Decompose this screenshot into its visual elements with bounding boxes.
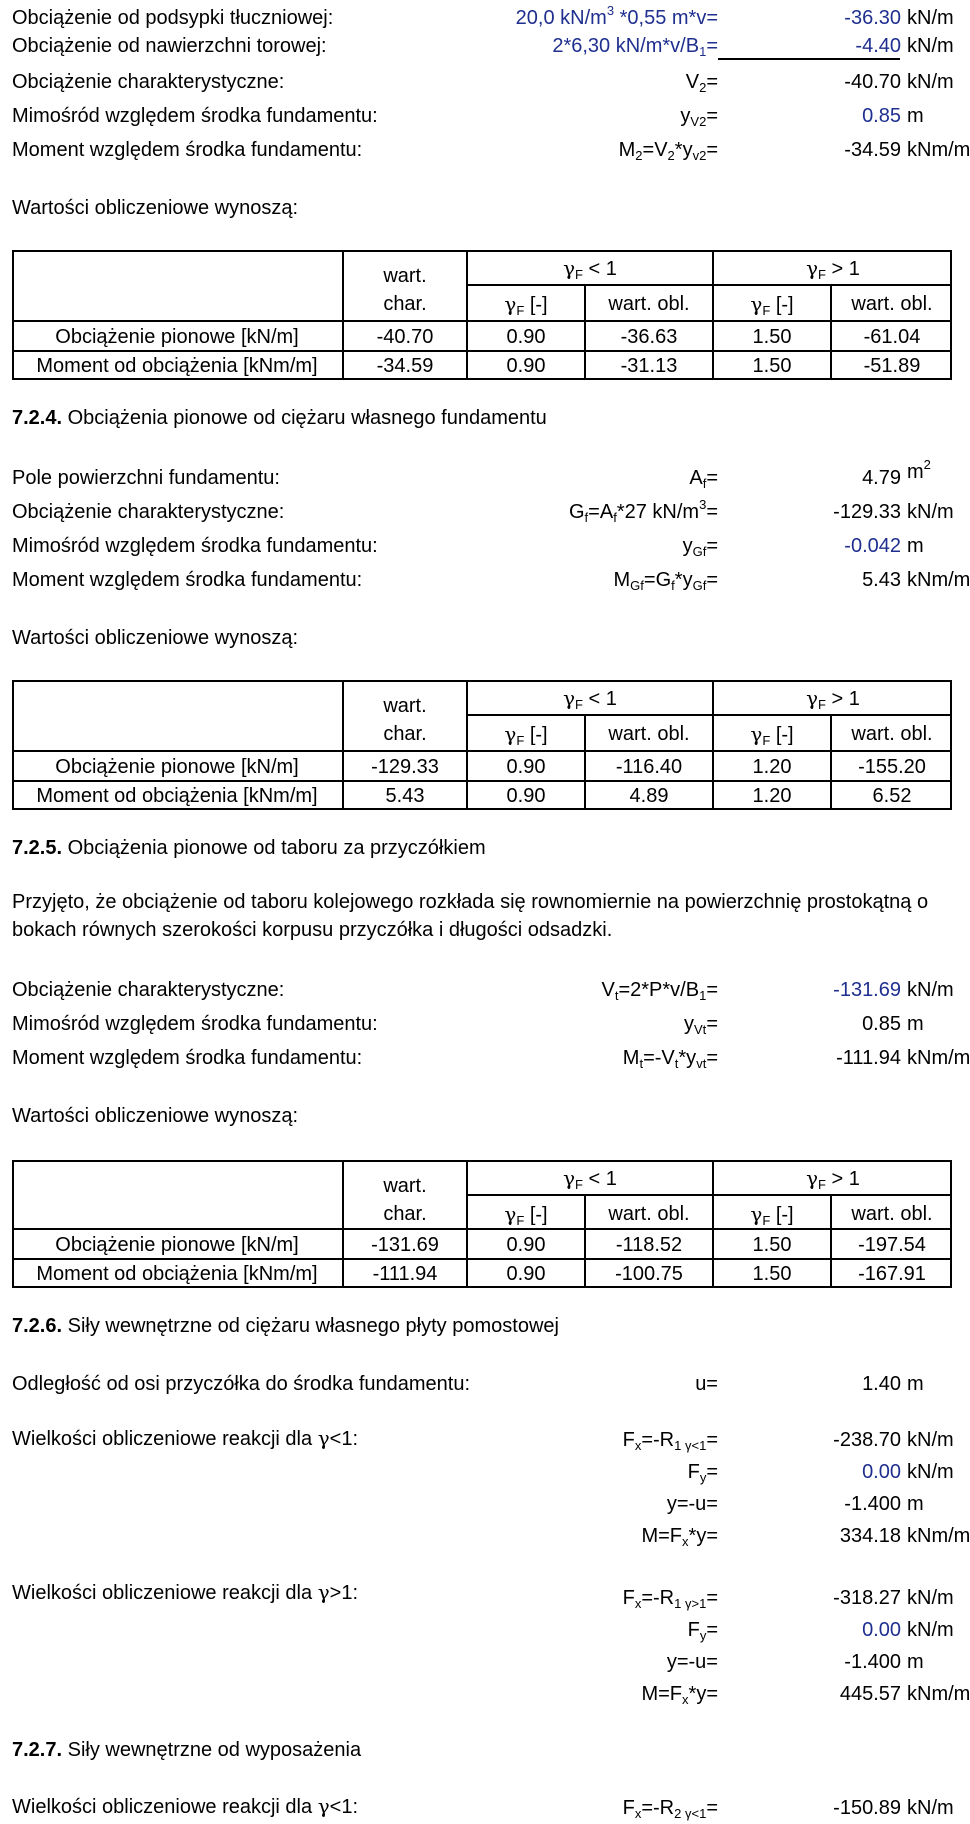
cell-gamma-2: 1.20 (752, 756, 792, 778)
table-rule (12, 1258, 952, 1260)
design-values-intro: Wartości obliczeniowe wynoszą: (12, 627, 299, 649)
unit-track-load: kN/m (907, 35, 954, 57)
formula-m-lt: $M=F_x*y=$ (641, 1525, 718, 1549)
value-fy-lt: 0.00 (862, 1461, 901, 1483)
label-reactions-gt: Wielkości obliczeniowe reakcji dla γ>1: (12, 1580, 358, 1604)
formula-fx-gt: $F_x=-R_{1 \gamma>1}=$ (622, 1587, 718, 1611)
formula-af: $A_f=$ (689, 467, 718, 491)
cell-char: 5.43 (385, 785, 425, 807)
value-m-lt: 334.18 (839, 1525, 901, 1547)
design-table-3 (12, 1160, 956, 1288)
formula-vt: $V_t=2*P*v/B_1=$ (601, 979, 718, 1003)
label-ballast-load: Obciążenie od podsypki tłuczniowej: (12, 7, 334, 29)
unit-fy-gt: kN/m (907, 1619, 954, 1641)
formula-m-gt: $M=F_x*y=$ (641, 1683, 718, 1707)
header-obl-2: wart. obl. (851, 723, 933, 745)
table-rule (466, 714, 952, 716)
cell-obl-1: -118.52 (615, 1234, 683, 1256)
value-area: 4.79 (862, 467, 901, 489)
design-table-2 (12, 680, 956, 810)
value-eccentricity: -0.042 (844, 535, 901, 557)
formula-ballast-load: 20,0 $kN/m^3$ *0,55 m*v= (515, 3, 718, 29)
unit-m-lt: kNm/m (907, 1525, 970, 1547)
unit-eccentricity: m (907, 1013, 924, 1035)
header-obl-1: wart. obl. (608, 1203, 690, 1225)
design-values-intro: Wartości obliczeniowe wynoszą: (12, 197, 299, 219)
formula-ygf: $y_{Gf}=$ (682, 535, 718, 559)
table-rule (466, 1194, 952, 1196)
header-obl-2: wart. obl. (851, 293, 933, 315)
cell-obl-1: -36.63 (620, 326, 678, 348)
value-moment: 5.43 (862, 569, 901, 591)
unit-distance: m (907, 1373, 924, 1395)
cell-obl-2: -167.91 (858, 1263, 926, 1285)
unit-ballast-load: kN/m (907, 7, 954, 29)
unit-char-load: kN/m (907, 979, 954, 1001)
row-label: Moment od obciążenia [kNm/m] (36, 1263, 318, 1285)
value-char-load: -40.70 (844, 71, 901, 93)
row-label: Moment od obciążenia [kNm/m] (36, 355, 318, 377)
label-char-load: Obciążenie charakterystyczne: (12, 501, 285, 523)
assumption-paragraph: Przyjęto, że obciążenie od taboru kolejowego rozkłada się rownomiernie na powierzchnię prostokątną o bokach równych szerokości korpusu przyczółka i długości odsadzki. (12, 891, 929, 941)
table-rule (12, 780, 952, 782)
formula-fy-lt: $F_y=$ (687, 1461, 718, 1485)
formula-u: u= (695, 1373, 718, 1395)
label-char-load: Obciążenie charakterystyczne: (12, 71, 285, 93)
cell-obl-1: -100.75 (615, 1263, 683, 1285)
unit-fy-lt: kN/m (907, 1461, 954, 1483)
cell-gamma-2: 1.50 (752, 355, 792, 377)
unit-char-load: kN/m (907, 501, 954, 523)
header-gf-2: $\gamma_F$ [-] (750, 292, 794, 318)
label-eccentricity: Mimośród względem środka fundamentu: (12, 105, 378, 127)
label-track-load: Obciążenie od nawierzchni torowej: (12, 35, 327, 57)
unit-eccentricity: m (907, 535, 924, 557)
header-gf-2: $\gamma_F$ [-] (750, 722, 794, 748)
cell-gamma-2: 1.50 (752, 1263, 792, 1285)
label-reactions-lt: Wielkości obliczeniowe reakcji dla γ<1: (12, 1794, 358, 1818)
value-char-load: -131.69 (833, 979, 901, 1001)
value-distance: 1.40 (862, 1373, 901, 1395)
formula-track-load: 2*6,30 $kN/m*v/B_1=$ (552, 35, 718, 59)
header-char-bottom: char. (383, 1203, 427, 1225)
unit-moment: kNm/m (907, 569, 970, 591)
sum-rule (718, 58, 900, 60)
header-char-bottom: char. (383, 723, 427, 745)
header-gf-1: $\gamma_F$ [-] (504, 722, 548, 748)
cell-obl-2: 6.52 (872, 785, 912, 807)
row-label: Obciążenie pionowe [kN/m] (55, 326, 299, 348)
header-char-top: wart. (383, 1175, 427, 1197)
header-gamma-lt: $\gamma_F < 1$ (563, 1166, 617, 1192)
unit-fx-gt: kN/m (907, 1587, 954, 1609)
unit-y-gt: m (907, 1651, 924, 1673)
formula-yvt: $y_{Vt}=$ (684, 1013, 718, 1037)
label-moment: Moment względem środka fundamentu: (12, 1047, 363, 1069)
value-y-lt: -1.400 (844, 1493, 901, 1515)
unit-y-lt: m (907, 1493, 924, 1515)
table-rule (12, 1228, 952, 1230)
unit-moment: kNm/m (907, 139, 970, 161)
cell-obl-1: 4.89 (629, 785, 669, 807)
label-distance: Odległość od osi przyczółka do środka fundamentu: (12, 1373, 471, 1395)
header-char-top: wart. (383, 265, 427, 287)
header-gf-1: $\gamma_F$ [-] (504, 292, 548, 318)
cell-char: -131.69 (371, 1234, 439, 1256)
value-char-load: -129.33 (833, 501, 901, 523)
unit-eccentricity: m (907, 105, 924, 127)
label-reactions-lt: Wielkości obliczeniowe reakcji dla γ<1: (12, 1426, 358, 1450)
header-obl-1: wart. obl. (608, 723, 690, 745)
cell-gamma-1: 0.90 (506, 1263, 546, 1285)
section-heading: 7.2.7. Siły wewnętrzne od wyposażenia (12, 1739, 362, 1761)
row-label: Obciążenie pionowe [kN/m] (55, 756, 299, 778)
table-rule (12, 320, 952, 322)
unit-moment: kNm/m (907, 1047, 970, 1069)
formula-v2: $V_2=$ (685, 71, 718, 95)
value-eccentricity: 0.85 (862, 105, 901, 127)
cell-gamma-1: 0.90 (506, 756, 546, 778)
formula-y-gt: y=-u= (666, 1651, 718, 1673)
value-ballast-load: -36.30 (844, 7, 901, 29)
value-fx-lt: -238.70 (833, 1429, 901, 1451)
header-char-top: wart. (383, 695, 427, 717)
value-moment: -34.59 (844, 139, 901, 161)
value-moment: -111.94 (836, 1047, 901, 1069)
header-obl-2: wart. obl. (851, 1203, 933, 1225)
header-char-bottom: char. (383, 293, 427, 315)
header-gamma-gt: $\gamma_F > 1$ (806, 256, 860, 282)
cell-gamma-1: 0.90 (506, 326, 546, 348)
cell-obl-2: -155.20 (858, 756, 926, 778)
formula-fx-lt: $F_x=-R_{2 \gamma<1}=$ (622, 1797, 718, 1821)
label-eccentricity: Mimośród względem środka fundamentu: (12, 535, 378, 557)
table-rule (12, 750, 952, 752)
cell-obl-2: -197.54 (858, 1234, 926, 1256)
design-values-intro: Wartości obliczeniowe wynoszą: (12, 1105, 299, 1127)
unit-char-load: kN/m (907, 71, 954, 93)
formula-gf: $G_f=A_f*27$ $kN/m^3=$ (568, 497, 718, 525)
section-heading: 7.2.5. Obciążenia pionowe od taboru za przyczółkiem (12, 837, 486, 859)
table-rule (12, 350, 952, 352)
cell-char: -129.33 (371, 756, 439, 778)
cell-char: -40.70 (376, 326, 434, 348)
label-eccentricity: Mimośród względem środka fundamentu: (12, 1013, 378, 1035)
label-area: Pole powierzchni fundamentu: (12, 467, 280, 489)
header-gf-2: $\gamma_F$ [-] (750, 1202, 794, 1228)
value-fy-gt: 0.00 (862, 1619, 901, 1641)
header-gf-1: $\gamma_F$ [-] (504, 1202, 548, 1228)
header-obl-1: wart. obl. (608, 293, 690, 315)
cell-obl-1: -116.40 (615, 756, 683, 778)
table-rule (466, 284, 952, 286)
label-char-load: Obciążenie charakterystyczne: (12, 979, 285, 1001)
header-gamma-lt: $\gamma_F < 1$ (563, 686, 617, 712)
value-fx-gt: -318.27 (833, 1587, 901, 1609)
label-moment: Moment względem środka fundamentu: (12, 139, 363, 161)
cell-char: -111.94 (372, 1263, 438, 1285)
cell-obl-2: -61.04 (863, 326, 921, 348)
formula-yv2: $y_{V2}=$ (680, 105, 718, 129)
design-table-1 (12, 250, 956, 380)
label-moment: Moment względem środka fundamentu: (12, 569, 363, 591)
cell-gamma-1: 0.90 (506, 1234, 546, 1256)
header-gamma-lt: $\gamma_F < 1$ (563, 256, 617, 282)
value-track-load: -4.40 (855, 35, 901, 57)
unit-area: $m^2$ (907, 457, 931, 483)
cell-gamma-2: 1.50 (752, 326, 792, 348)
formula-fx-lt: $F_x=-R_{1 \gamma<1}=$ (622, 1429, 718, 1453)
section-heading: 7.2.4. Obciążenia pionowe od ciężaru własnego fundamentu (12, 407, 547, 429)
unit-m-gt: kNm/m (907, 1683, 970, 1705)
row-label: Obciążenie pionowe [kN/m] (55, 1234, 299, 1256)
value-m-gt: 445.57 (839, 1683, 901, 1705)
value-fx-lt: -150.89 (833, 1797, 901, 1819)
cell-gamma-2: 1.50 (752, 1234, 792, 1256)
cell-gamma-1: 0.90 (506, 785, 546, 807)
section-heading: 7.2.6. Siły wewnętrzne od ciężaru własnego płyty pomostowej (12, 1315, 559, 1337)
value-y-gt: -1.400 (844, 1651, 901, 1673)
unit-fx-lt: kN/m (907, 1797, 954, 1819)
formula-mgf: $M_{Gf}=G_f*y_{Gf}=$ (613, 569, 718, 593)
value-eccentricity: 0.85 (862, 1013, 901, 1035)
cell-obl-1: -31.13 (620, 355, 678, 377)
unit-fx-lt: kN/m (907, 1429, 954, 1451)
cell-gamma-2: 1.20 (752, 785, 792, 807)
formula-fy-gt: $F_y=$ (687, 1619, 718, 1643)
formula-mt: $M_t=-V_t*y_{vt}=$ (622, 1047, 718, 1071)
row-label: Moment od obciążenia [kNm/m] (36, 785, 318, 807)
cell-obl-2: -51.89 (863, 355, 921, 377)
header-gamma-gt: $\gamma_F > 1$ (806, 1166, 860, 1192)
cell-char: -34.59 (376, 355, 434, 377)
header-gamma-gt: $\gamma_F > 1$ (806, 686, 860, 712)
cell-gamma-1: 0.90 (506, 355, 546, 377)
formula-m2: $M_2=V_2*y_{v2}=$ (618, 139, 718, 163)
formula-y-lt: y=-u= (666, 1493, 718, 1515)
